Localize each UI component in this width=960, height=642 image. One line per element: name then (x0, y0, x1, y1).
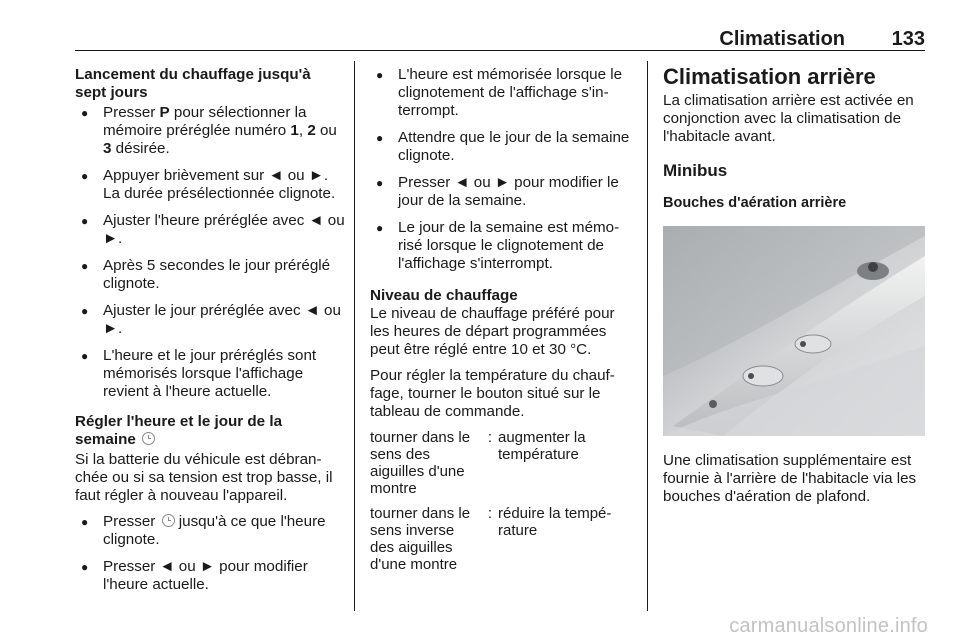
page-number: 133 (891, 28, 925, 50)
text: jusqu'à ce que l'heure clignote. (103, 513, 326, 548)
paragraph: La climatisation arrière est activée en conjonction avec la climatisation de l'habitacle avant. (663, 92, 914, 145)
section-heading-heating-level: Niveau de chauffage (370, 287, 518, 304)
column-3 (663, 64, 928, 514)
header-rule (75, 50, 925, 51)
text: Presser (103, 104, 160, 121)
subsection-title-minibus: Minibus (663, 161, 728, 180)
table-cell-result: réduire la température (498, 505, 612, 539)
ceiling-vents-photo (663, 226, 925, 436)
list-item: ● L'heure est mémorisée lorsque le clignotement de l'affichage s'interrompt. (370, 66, 635, 120)
text: ou (315, 122, 337, 139)
table-cell-action: tourner dans le sens des aiguilles d'une montre (370, 429, 471, 497)
table-cell-action: tourner dans le sens inverse des aiguilles d'une montre (370, 505, 471, 573)
key-p: P (159, 104, 170, 121)
column-divider-1 (354, 61, 355, 611)
text: Régler l'heure et le jour de la semaine (75, 413, 283, 448)
vent-nozzle (868, 262, 878, 272)
watermark: carmanualsonline.info (729, 615, 928, 637)
num-2: 2 (307, 122, 316, 139)
page-title: Climatisation (719, 28, 845, 50)
text: , (298, 122, 308, 139)
table-row (370, 505, 635, 581)
list-item: ● Attendre que le jour de la semaine clignote. (370, 129, 635, 165)
list-item: ● Presser ◄ ou ► pour modifier l'heure actuelle. (75, 558, 345, 594)
list-item: ● Après 5 secondes le jour préréglé clignote. (75, 257, 345, 293)
list-item (75, 104, 345, 158)
text: Presser (103, 513, 160, 530)
list-item: ● Ajuster l'heure préréglée avec ◄ ou ►. (75, 212, 345, 248)
list-item: ● Presser ◄ ou ► pour modifier le jour de la semaine. (370, 174, 635, 210)
column-2 (370, 66, 635, 581)
section-heading-preheating: Lancement du chauffage jusqu'à sept jours (75, 66, 311, 101)
text: désirée. (111, 140, 170, 157)
list-item (75, 513, 345, 549)
vent-knob (748, 373, 754, 379)
paragraph: Si la batterie du véhicule est débranchée ou si sa tension est trop basse, il faut régler à nouveau l'appareil. (75, 451, 333, 504)
paragraph: Le niveau de chauffage préféré pour les heures de départ programmées peut être réglé entre 10 et 30 °C. (370, 305, 615, 358)
page-header (75, 26, 925, 50)
paragraph: Pour régler la température du chauffage, tourner le bouton situé sur le tableau de commande. (370, 367, 615, 420)
section-title-rear-ac: Climatisation arrière (663, 64, 876, 89)
vent-knob (800, 341, 806, 347)
list-item: ● L'heure et le jour préréglés sont mémorisés lorsque l'affichage revient à l'heure actuelle. (75, 347, 345, 401)
list-item: ● Ajuster le jour préréglée avec ◄ ou ►. (75, 302, 345, 338)
clock-icon (162, 514, 175, 527)
table-cell-sep: : (487, 429, 493, 446)
list-item: ● Le jour de la semaine est mémorisé lorsque le clignotement de l'affichage s'interrompt. (370, 219, 635, 273)
num-1: 1 (290, 122, 299, 139)
clock-icon (142, 432, 155, 445)
table-cell-sep: : (487, 505, 493, 522)
column-divider-2 (647, 61, 648, 611)
text: pour sélectionner la mémoire préréglée numéro (103, 104, 307, 139)
section-heading-clock (75, 413, 345, 449)
column-1 (75, 66, 345, 603)
paragraph: Une climatisation supplémentaire est fournie à l'arrière de l'habitacle via les bouches d'aération de plafond. (663, 452, 917, 505)
vent-knob (709, 400, 717, 408)
list-item: ● Appuyer brièvement sur ◄ ou ►. La durée présélectionnée clignote. (75, 167, 345, 203)
table-row (370, 429, 635, 505)
num-3: 3 (103, 140, 112, 157)
subsubsection-title-vents: Bouches d'aération arrière (663, 195, 847, 211)
table-cell-result: augmenter la température (498, 429, 586, 463)
knob-table (370, 429, 635, 581)
